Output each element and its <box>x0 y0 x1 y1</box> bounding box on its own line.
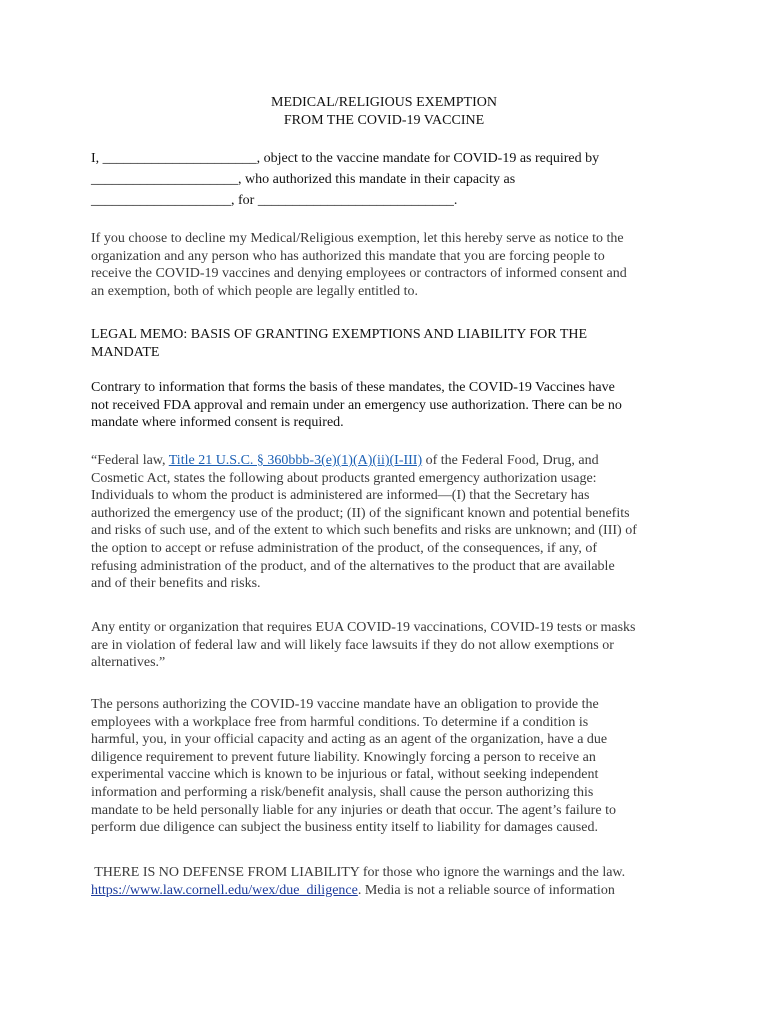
federal-line: Cosmetic Act, states the following about products granted emergency authorization usage: <box>91 470 597 486</box>
persons-line: perform due diligence can subject the business entity itself to liability for damages caused. <box>91 820 598 836</box>
federal-line: refusing administration of the product, and of the alternatives to the product that are available <box>91 558 615 574</box>
title-21-usc-link[interactable]: Title 21 U.S.C. § 360bbb-3(e)(1)(A)(ii)(I-III) <box>168 453 423 468</box>
contrary-line: Contrary to information that forms the basis of these mandates, the COVID-19 Vaccines have <box>91 380 615 395</box>
federal-first-line <box>91 452 691 470</box>
form-line-2: _____________________, who authorized this mandate in their capacity as <box>91 172 516 187</box>
persons-paragraph <box>91 696 691 837</box>
legal-memo-heading <box>91 326 691 362</box>
notice-line: organization and any person who has authorized this mandate that you are forcing people to <box>91 248 605 264</box>
persons-line: diligence requirement to prevent future liability. Knowingly forcing a person to receive an <box>91 749 596 765</box>
federal-line: the option to accept or refuse administration of the product, of the consequences, if any, of <box>91 540 598 556</box>
federal-line: authorized the emergency use of the product; (II) of the significant known and potential benefits <box>91 505 630 521</box>
notice-line: an exemption, both of which people are legally entitled to. <box>91 283 418 299</box>
persons-line: The persons authorizing the COVID-19 vaccine mandate have an obligation to provide the <box>91 697 599 712</box>
entity-line: are in violation of federal law and will likely face lawsuits if they do not allow exemptions or <box>91 637 614 653</box>
defense-line: THERE IS NO DEFENSE FROM LIABILITY for those who ignore the warnings and the law. <box>91 865 626 880</box>
notice-paragraph <box>91 230 691 300</box>
contrary-line: not received FDA approval and remain under an emergency use authorization. There can be no <box>91 397 622 413</box>
federal-suffix: of the Federal Food, Drug, and <box>422 453 599 468</box>
persons-line: employees with a workplace free from harmful conditions. To determine if a condition is <box>91 714 589 730</box>
document-title-line-2: FROM THE COVID-19 VACCINE <box>283 113 485 128</box>
entity-line: alternatives.” <box>91 655 166 671</box>
form-line-3: ____________________, for ____________________________. <box>91 193 458 208</box>
contrary-line: mandate where informed consent is required. <box>91 415 344 431</box>
form-line-1: I, ______________________, object to the vaccine mandate for COVID-19 as required by <box>91 151 600 166</box>
document-title-line-1: MEDICAL/RELIGIOUS EXEMPTION <box>271 95 497 110</box>
notice-line: If you choose to decline my Medical/Religious exemption, let this hereby serve as notice to the <box>91 231 624 246</box>
federal-line: and risks of such use, and of the extent to which such benefits and risks are unknown; and (III) of <box>91 523 637 539</box>
entity-paragraph <box>91 619 691 672</box>
cornell-due-diligence-link[interactable]: https://www.law.cornell.edu/wex/due_diligence <box>91 882 358 898</box>
federal-law-paragraph <box>91 452 691 593</box>
persons-line: mandate to be held personally liable for any injuries or death that occur. The agent’s failure to <box>91 802 616 818</box>
federal-line: and of their benefits and risks. <box>91 576 261 592</box>
federal-prefix: “Federal law, <box>91 453 169 468</box>
persons-line: information and performing a risk/benefit analysis, shall cause the person authorizing this <box>91 784 594 800</box>
persons-line: experimental vaccine which is known to be injurious or fatal, without seeking independent <box>91 767 599 783</box>
heading-line: MANDATE <box>91 345 160 360</box>
notice-line: receive the COVID-19 vaccines and denying employees or contractors of informed consent and <box>91 266 627 282</box>
contrary-paragraph <box>91 379 691 432</box>
heading-line: LEGAL MEMO: BASIS OF GRANTING EXEMPTIONS AND LIABILITY FOR THE <box>91 327 588 342</box>
persons-line: harmful, you, in your official capacity and acting as an agent of the organization, have a due <box>91 732 608 748</box>
entity-line: Any entity or organization that requires EUA COVID-19 vaccinations, COVID-19 tests or masks <box>91 620 636 635</box>
media-note: . Media is not a reliable source of information <box>357 882 615 898</box>
federal-line: Individuals to whom the product is administered are informed—(I) that the Secretary has <box>91 488 590 504</box>
defense-link-line <box>91 882 691 900</box>
defense-paragraph <box>91 864 691 899</box>
